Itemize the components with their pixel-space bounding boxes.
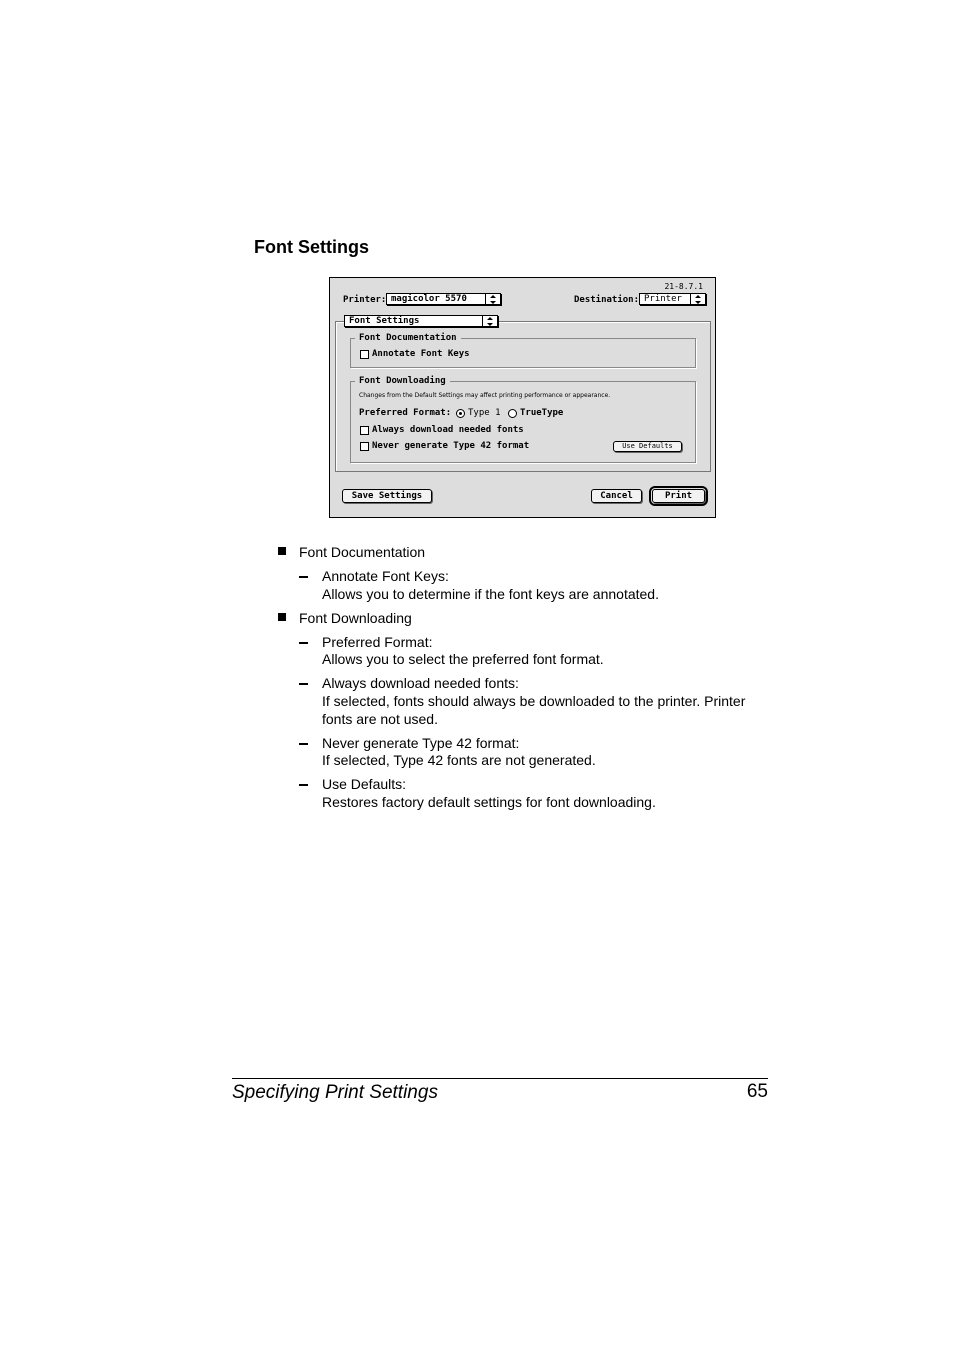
updown-arrows-icon (485, 294, 500, 304)
version-label: 21-8.7.1 (664, 282, 703, 291)
footer-rule (232, 1078, 768, 1079)
panel-select[interactable] (344, 315, 498, 327)
type1-radio[interactable] (456, 409, 465, 418)
annotate-font-keys-checkbox[interactable] (360, 350, 369, 359)
destination-label: Destination: (574, 295, 640, 305)
sub-item-desc: If selected, fonts should always be downloaded to the printer. Printer (322, 693, 746, 709)
never-generate-checkbox[interactable] (360, 442, 369, 451)
annotate-font-keys-label: Annotate Font Keys (372, 349, 470, 359)
sub-item-desc: fonts are not used. (322, 711, 438, 727)
sub-item-title: Use Defaults: (322, 776, 407, 792)
list-item-label: Font Documentation (299, 544, 426, 560)
print-button[interactable]: Print (652, 489, 705, 503)
sub-item-title: Annotate Font Keys: (322, 568, 449, 584)
dash-icon (299, 642, 308, 644)
section-title: Font Settings (254, 237, 369, 257)
sub-item-title: Never generate Type 42 format: (322, 735, 520, 751)
always-download-checkbox[interactable] (360, 426, 369, 435)
updown-arrows-icon (690, 294, 705, 304)
dash-icon (299, 743, 308, 745)
font-documentation-title: Font Documentation (355, 333, 461, 343)
use-defaults-button[interactable]: Use Defaults (613, 441, 682, 452)
footer-title: Specifying Print Settings (232, 1082, 438, 1103)
cancel-button[interactable]: Cancel (591, 489, 642, 503)
sub-item-desc: Allows you to select the preferred font format. (322, 651, 604, 667)
preferred-format-label: Preferred Format: (359, 408, 452, 418)
save-settings-button[interactable]: Save Settings (342, 489, 432, 503)
printer-label: Printer: (343, 295, 387, 305)
dash-icon (299, 576, 308, 578)
truetype-radio[interactable] (508, 409, 517, 418)
truetype-label: TrueType (520, 408, 564, 418)
list-item-label: Font Downloading (299, 610, 412, 626)
dash-icon (299, 784, 308, 786)
printer-select[interactable] (386, 293, 501, 305)
updown-arrows-icon (482, 316, 497, 326)
print-dialog (329, 277, 716, 518)
panel-select-value: Font Settings (349, 316, 420, 326)
type1-label: Type 1 (468, 408, 501, 418)
sub-item-title: Preferred Format: (322, 634, 433, 650)
sub-item-desc: If selected, Type 42 fonts are not generated. (322, 752, 596, 768)
font-downloading-note: Changes from the Default Settings may affect printing performance or appearance. (359, 392, 611, 399)
bullet-square-icon (278, 547, 286, 555)
sub-item-title: Always download needed fonts: (322, 675, 519, 691)
bullet-square-icon (278, 613, 286, 621)
sub-item-desc: Restores factory default settings for font downloading. (322, 794, 656, 810)
font-downloading-title: Font Downloading (355, 376, 450, 386)
never-generate-label: Never generate Type 42 format (372, 441, 530, 451)
destination-select-value: Printer (644, 294, 682, 304)
sub-item-desc: Allows you to determine if the font keys are annotated. (322, 586, 659, 602)
always-download-label: Always download needed fonts (372, 425, 524, 435)
destination-select[interactable] (639, 293, 706, 305)
page-number: 65 (746, 1081, 768, 1102)
printer-select-value: magicolor 5570 (391, 294, 467, 304)
dash-icon (299, 683, 308, 685)
